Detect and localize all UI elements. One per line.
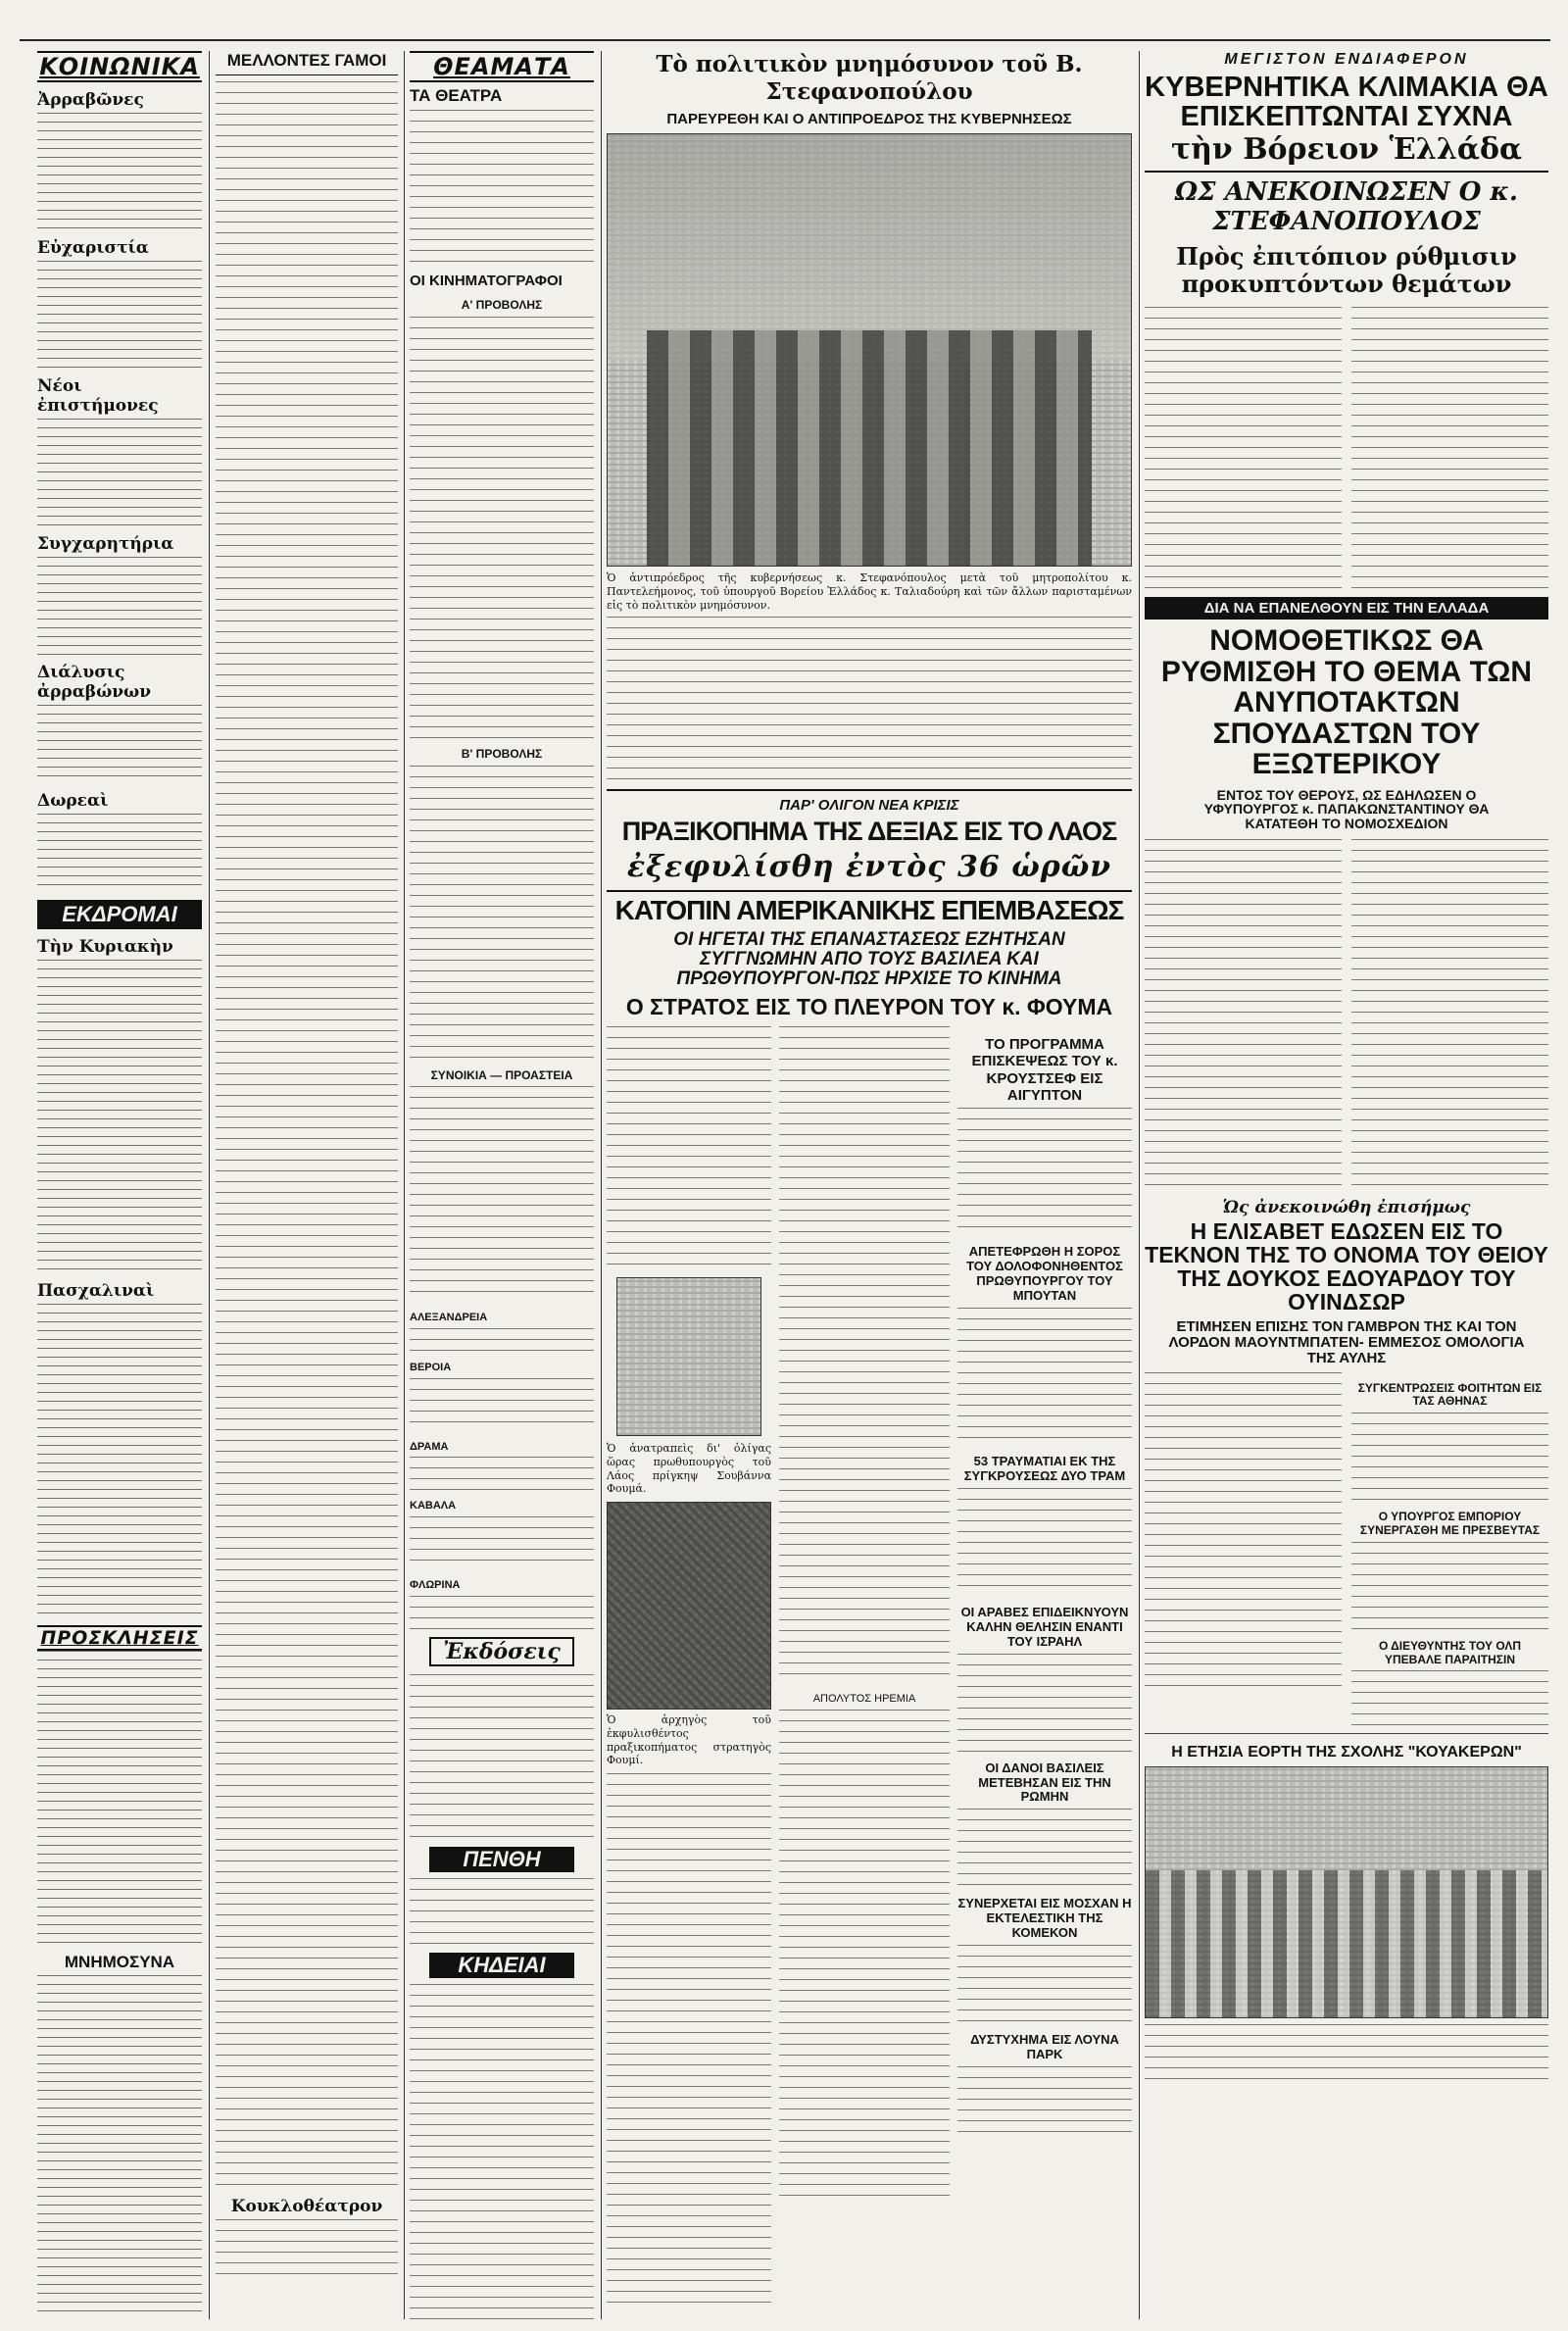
- subcolumn: [957, 1026, 1132, 2303]
- body-text: [37, 113, 202, 230]
- right-article-3: [1145, 1372, 1548, 1730]
- body-text: [37, 1304, 202, 1617]
- subheading: ΚΑΒΑΛΑ: [410, 1500, 457, 1513]
- theatra-heading: ΤΑ ΘΕΑΤΡΑ: [410, 86, 503, 105]
- column-rule: [404, 51, 405, 2319]
- divider: [1145, 1733, 1548, 1734]
- social-masthead: ΚΟΙΝΩΝΙΚΑ: [37, 51, 202, 82]
- main-headline: Τὸ πολιτικὸν μνημόσυνον τοῦ Β. Στεφανοπούλου: [656, 51, 1083, 105]
- body-text: [957, 2066, 1132, 2135]
- right-headline-4: ΝΟΜΟΘΕΤΙΚΩΣ ΘΑ ΡΥΘΜΙΣΘΗ ΤΟ ΘΕΜΑ ΤΩΝ ΑΝΥΠΟΤΑΚΤΩΝ ΣΠΟΥΔΑΣΤΩΝ ΤΟΥ ΕΞΩΤΕΡΙΚΟΥ: [1160, 624, 1533, 781]
- subcolumn: [1351, 1372, 1548, 1730]
- laos-headline-4: ΟΙ ΗΓΕΤΑΙ ΤΗΣ ΕΠΑΝΑΣΤΑΣΕΩΣ ΕΖΗΤΗΣΑΝ ΣΥΓΓΝΩΜΗΝ ΑΠΟ ΤΟΥΣ ΒΑΣΙΛΕΑ ΚΑΙ ΠΡΩΘΥΠΟΥΡΓΟΝ-ΠΩΣ ΗΡΧΙΣΕ ΤΟ ΚΙΝΗΜΑ: [673, 929, 1065, 990]
- body-text: [607, 617, 1132, 783]
- body-text: [1145, 307, 1342, 591]
- subheading: ΣΥΓΚΕΝΤΡΩΣΕΙΣ ΦΟΙΤΗΤΩΝ ΕΙΣ ΤΑΣ ΑΘΗΝΑΣ: [1357, 1380, 1543, 1409]
- memorial-photo: [607, 133, 1132, 567]
- body-text: [410, 1674, 594, 1841]
- body-text: [410, 1516, 594, 1569]
- right-headline-5: Η ΕΛΙΣΑΒΕΤ ΕΔΩΣΕΝ ΕΙΣ ΤΟ ΤΕΚΝΟΝ ΤΗΣ ΤΟ ΟΝΟΜΑ ΤΟΥ ΘΕΙΟΥ ΤΗΣ ΔΟΥΚΟΣ ΕΔΟΥΑΡΔΟΥ ΤΟΥ ΟΥΙΝΔΣΩΡ: [1145, 1217, 1548, 1315]
- body-text: [216, 81, 398, 2189]
- body-text: [37, 814, 202, 892]
- proskliseis-heading: ΠΡΟΣΚΛΗΣΕΙΣ: [37, 1625, 202, 1651]
- body-text: [410, 1596, 594, 1629]
- right-kicker-3: Ὡς ἀνεκοινώθη ἐπισήμως: [1222, 1197, 1471, 1217]
- column-weddings: [216, 51, 398, 2319]
- body-text: [957, 1308, 1132, 1445]
- photo-souvanna: [616, 1277, 761, 1436]
- laos-headline-5: Ο ΣΤΡΑΤΟΣ ΕΙΣ ΤΟ ΠΛΕΥΡΟΝ ΤΟΥ κ. ΦΟΥΜΑ: [625, 993, 1113, 1019]
- body-text: [37, 557, 202, 655]
- school-headline: Η ΕΤΗΣΙΑ ΕΟΡΤΗ ΤΗΣ ΣΧΟΛΗΣ "ΚΟΥΑΚΕΡΩΝ": [1171, 1744, 1522, 1761]
- subcolumn: [1145, 1372, 1342, 1730]
- photo-phoumi: [607, 1502, 771, 1710]
- body-text: [216, 2219, 398, 2278]
- body-text: [37, 1975, 202, 2319]
- subheading: Ο ΔΙΕΥΘΥΝΤΗΣ ΤΟΥ ΟΛΠ ΥΠΕΒΑΛΕ ΠΑΡΑΙΤΗΣΙΝ: [1378, 1638, 1522, 1666]
- column-rule: [209, 51, 210, 2319]
- body-text: [410, 317, 594, 738]
- body-text: [957, 1108, 1132, 1235]
- column-rule: [1139, 51, 1140, 2319]
- laos-kicker: ΠΑΡ' ΟΛΙΓΟΝ ΝΕΑ ΚΡΙΣΙΣ: [779, 797, 959, 815]
- body-text: [410, 1878, 594, 1947]
- ekdromai-logo: ΕΚΔΡΟΜΑΙ: [37, 900, 202, 929]
- right-headline-2: ΩΣ ΑΝΕΚΟΙΝΩΣΕΝ Ο κ. ΣΤΕΦΑΝΟΠΟΥΛΟΣ: [1175, 176, 1518, 236]
- section-heading: ΜΝΗΜΟΣΥΝΑ: [64, 1953, 175, 1971]
- subcolumn: [607, 1026, 771, 2303]
- laos-headline: ΠΡΑΞΙΚΟΠΗΜΑ ΤΗΣ ΔΕΞΙΑΣ ΕΙΣ ΤΟ ΛΑΟΣ: [621, 817, 1117, 847]
- body-text: [1351, 1670, 1548, 1729]
- body-text: [1145, 839, 1342, 1192]
- subheading: ΣΥΝΕΡΧΕΤΑΙ ΕΙΣ ΜΟΣΧΑΝ Η ΕΚΤΕΛΕΣΤΙΚΗ ΤΗΣ ΚΟΜΕΚΟΝ: [957, 1896, 1132, 1941]
- kidiai-heading: ΚΗΔΕΙΑΙ: [429, 1953, 574, 1978]
- body-text: [607, 1773, 771, 2303]
- body-text: [410, 110, 594, 267]
- column-social: [37, 51, 202, 2319]
- cinema-heading: ΟΙ ΚΙΝΗΜΑΤΟΓΡΑΦΟΙ: [410, 273, 563, 289]
- school-photo: [1145, 1766, 1548, 2018]
- body-text: [957, 1488, 1132, 1596]
- theamata-masthead: ΘΕΑΜΑΤΑ: [410, 51, 594, 82]
- subheading: ΒΕΡΟΙΑ: [410, 1362, 452, 1374]
- right-article-2: [1145, 839, 1548, 1192]
- column-rule: [601, 51, 602, 2319]
- body-text: [410, 1984, 594, 2319]
- subheading: ΟΙ ΑΡΑΒΕΣ ΕΠΙΔΕΙΚΝΥΟΥΝ ΚΑΛΗΝ ΘΕΛΗΣΙΝ ΕΝΑΝΤΙ ΤΟΥ ΙΣΡΑΗΛ: [960, 1604, 1129, 1649]
- subcolumn: [779, 1026, 950, 2303]
- subheading: ΤΟ ΠΡΟΓΡΑΜΜΑ ΕΠΙΣΚΕΨΕΩΣ ΤΟΥ κ. ΚΡΟΥΣΤΣΕΦ ΕΙΣ ΑΙΓΥΠΤΟΝ: [971, 1036, 1118, 1104]
- body-text: [37, 705, 202, 783]
- body-text: [779, 1710, 950, 2200]
- body-text: [607, 1026, 771, 1271]
- subheading: ΔΥΣΤΥΧΗΜΑ ΕΙΣ ΛΟΥΝΑ ΠΑΡΚ: [970, 2032, 1119, 2062]
- body-text: [957, 1809, 1132, 1887]
- section-heading: Πασχαλιναὶ: [37, 1281, 155, 1301]
- subheading: ΣΥΝΟΙΚΙΑ — ΠΡΟΑΣΤΕΙΑ: [430, 1067, 573, 1082]
- center-subcolumns: [607, 1026, 1132, 2303]
- subheading: ΑΛΕΞΑΝΔΡΕΙΑ: [410, 1312, 488, 1324]
- body-text: [37, 419, 202, 526]
- ekdoseis-logo: Ἐκδόσεις: [429, 1637, 574, 1666]
- body-text: [1351, 839, 1548, 1192]
- subheading: ΑΠΟΛΥΤΟΣ ΗΡΕΜΙΑ: [812, 1693, 916, 1706]
- right-headline-3: Πρὸς ἐπιτόπιον ρύθμισιν προκυπτόντων θεμάτων: [1176, 241, 1517, 299]
- section-heading: Εὐχαριστία: [37, 238, 149, 258]
- main-subhead: ΠΑΡΕΥΡΕΘΗ ΚΑΙ Ο ΑΝΤΙΠΡΟΕΔΡΟΣ ΤΗΣ ΚΥΒΕΡΝΗΣΕΩΣ: [666, 111, 1072, 128]
- body-text: [779, 1026, 950, 1683]
- body-text: [410, 766, 594, 1060]
- body-text: [37, 960, 202, 1273]
- penthi-heading: ΠΕΝΘΗ: [429, 1847, 574, 1872]
- section-heading: Δωρεαὶ: [37, 791, 109, 811]
- section-heading: Νέοι ἐπιστήμονες: [37, 376, 159, 416]
- right-headline-b: τὴν Βόρειον Ἑλλάδα: [1145, 132, 1548, 173]
- body-text: [410, 1328, 594, 1352]
- body-text: [37, 261, 202, 369]
- page-top-rule: [20, 39, 1550, 41]
- laos-headline-3: ΚΑΤΟΠΙΝ ΑΜΕΡΙΚΑΝΙΚΗΣ ΕΠΕΜΒΑΣΕΩΣ: [607, 890, 1132, 924]
- section-heading: Τὴν Κυριακὴν: [37, 937, 173, 957]
- body-text: [37, 1651, 202, 1945]
- body-text: [410, 1378, 594, 1431]
- body-text: [410, 1457, 594, 1490]
- divider: [607, 789, 1132, 791]
- section-heading: Κουκλοθέατρον: [230, 2197, 383, 2216]
- column-center: [607, 51, 1132, 2319]
- body-text: [1145, 1372, 1342, 1696]
- body-text: [1145, 2024, 1548, 2083]
- subheading: ΔΡΑΜΑ: [410, 1440, 449, 1453]
- right-headline: ΚΥΒΕΡΝΗΤΙΚΑ ΚΛΙΜΑΚΙΑ ΘΑ ΕΠΙΣΚΕΠΤΩΝΤΑΙ ΣΥΧΝΑ: [1145, 72, 1548, 133]
- subheading: ΦΛΩΡΙΝΑ: [410, 1578, 461, 1591]
- right-kicker: ΜΕΓΙΣΤΟΝ ΕΝΔΙΑΦΕΡΟΝ: [1224, 51, 1469, 68]
- body-text: [1351, 307, 1548, 591]
- photo-caption: Ὁ ἀνατραπεὶς δι' ὀλίγας ὥρας πρωθυπουργὸς τοῦ Λάος πρίγκηψ Σουβάννα Φουμά.: [607, 1442, 771, 1496]
- subheading: Β' ΠΡΟΒΟΛΗΣ: [461, 746, 543, 761]
- section-heading: Ἀρραβῶνες: [37, 90, 144, 110]
- right-article: [1145, 307, 1548, 591]
- right-kicker-2: ΔΙΑ ΝΑ ΕΠΑΝΕΛΘΟΥΝ ΕΙΣ ΤΗΝ ΕΛΛΑΔΑ: [1145, 597, 1548, 620]
- section-heading: Συγχαρητήρια: [37, 534, 174, 554]
- body-text: [1351, 1542, 1548, 1630]
- subheading: Ο ΥΠΟΥΡΓΟΣ ΕΜΠΟΡΙΟΥ ΣΥΝΕΡΓΑΣΘΗ ΜΕ ΠΡΕΣΒΕΥΤΑΣ: [1359, 1510, 1541, 1538]
- section-heading: Διάλυσις ἀρραβώνων: [37, 663, 152, 702]
- body-text: [1351, 1413, 1548, 1501]
- photo-caption: Ὁ ἀρχηγὸς τοῦ ἐκφυλισθέντος πραξικοπήματος στρατηγὸς Φουμί.: [607, 1713, 771, 1767]
- subheading: ΟΙ ΔΑΝΟΙ ΒΑΣΙΛΕΙΣ ΜΕΤΕΒΗΣΑΝ ΕΙΣ ΤΗΝ ΡΩΜΗΝ: [978, 1760, 1111, 1805]
- right-headline-5-sub: ΕΤΙΜΗΣΕΝ ΕΠΙΣΗΣ ΤΟΝ ΓΑΜΒΡΟΝ ΤΗΣ ΚΑΙ ΤΟΝ ΛΟΡΔΟΝ ΜΑΟΥΝΤΜΠΑΤΕΝ- ΕΜΜΕΣΟΣ ΟΜΟΛΟΓΙΑ ΤΗΣ ΑΥΛΗΣ: [1168, 1318, 1525, 1366]
- column-theatres: [410, 51, 594, 2319]
- subheading: ΑΠΕΤΕΦΡΩΘΗ Η ΣΟΡΟΣ ΤΟΥ ΔΟΛΟΦΟΝΗΘΕΝΤΟΣ ΠΡΩΘΥΠΟΥΡΓΟΥ ΤΟΥ ΜΠΟΥΤΑΝ: [966, 1244, 1123, 1303]
- laos-headline-italic: ἐξεφυλίσθη ἐντὸς 36 ὡρῶν: [626, 849, 1112, 884]
- body-text: [410, 1086, 594, 1302]
- column-right: [1145, 51, 1548, 2319]
- right-headline-4-sub: ΕΝΤΟΣ ΤΟΥ ΘΕΡΟΥΣ, ΩΣ ΕΔΗΛΩΣΕΝ Ο ΥΦΥΠΟΥΡΓΟΣ κ. ΠΑΠΑΚΩΝΣΤΑΝΤΙΝΟΥ ΘΑ ΚΑΤΑΤΕΘΗ ΤΟ ΝΟΜΟΣΧΕΔΙΟΝ: [1203, 786, 1490, 832]
- subheading: Α' ΠΡΟΒΟΛΗΣ: [461, 298, 543, 312]
- weddings-title: ΜΕΛΛΟΝΤΕΣ ΓΑΜΟΙ: [216, 51, 398, 75]
- body-text: [957, 1945, 1132, 2023]
- photo-caption: Ὁ ἀντιπρόεδρος τῆς κυβερνήσεως κ. Στεφανόπουλος μετὰ τοῦ μητροπολίτου κ. Παντελεήμονος, τοῦ ὑπουργοῦ Βορείου Ἑλλάδος κ. Ταλιαδούρη καὶ τῶν ἄλλων παρισταμένων εἰς τὸ πολιτικὸν μνημόσυνον.: [607, 571, 1132, 612]
- subheading: 53 ΤΡΑΥΜΑΤΙΑΙ ΕΚ ΤΗΣ ΣΥΓΚΡΟΥΣΕΩΣ ΔΥΟ ΤΡΑΜ: [963, 1453, 1126, 1483]
- body-text: [957, 1654, 1132, 1752]
